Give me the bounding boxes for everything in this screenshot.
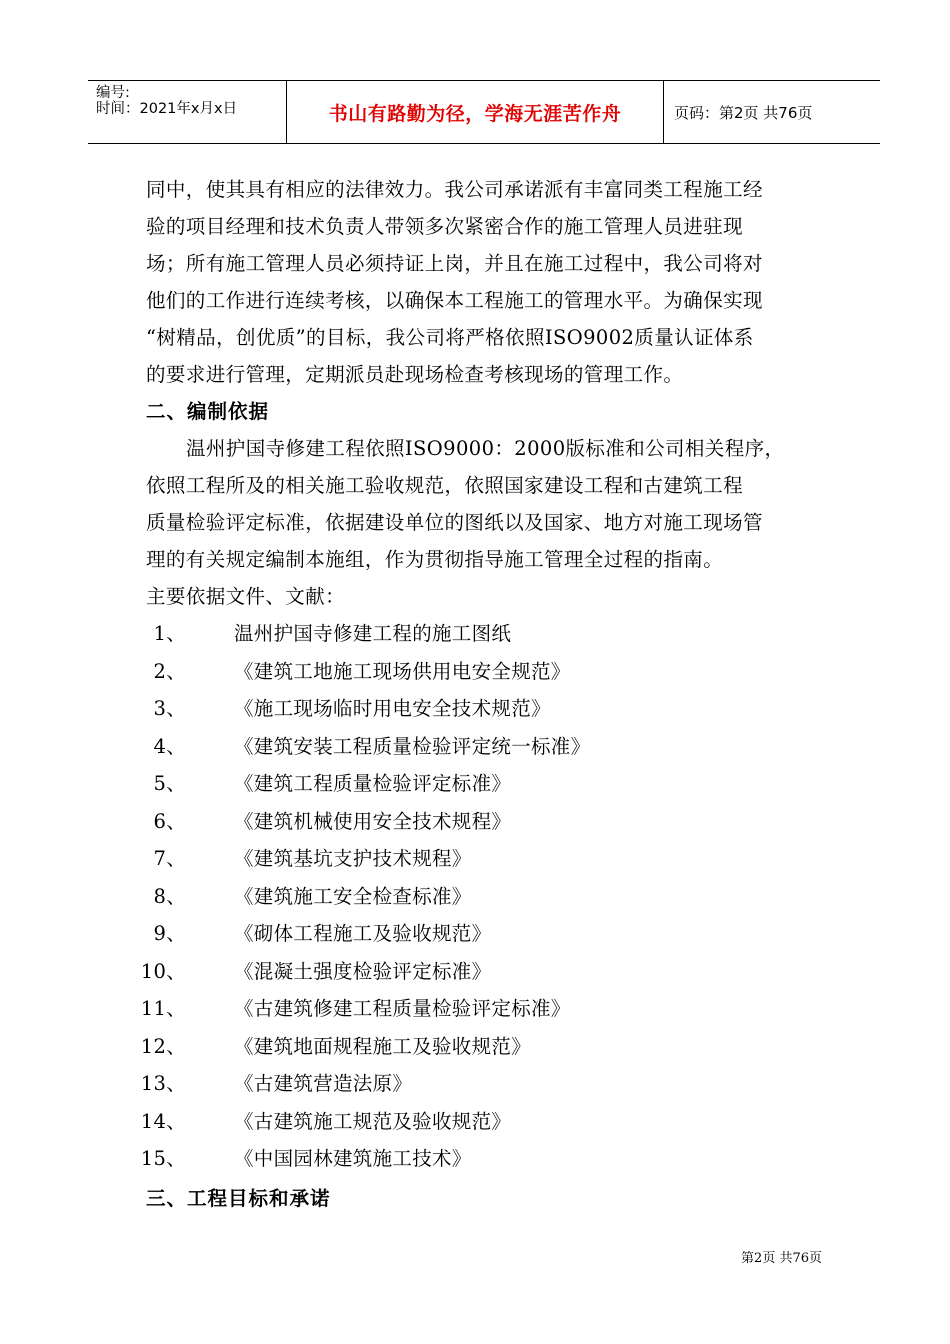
- reference-item: [140, 1028, 830, 1066]
- reference-item: [146, 615, 830, 653]
- reference-item: [146, 690, 830, 728]
- reference-number: 9、: [153, 922, 186, 945]
- paragraph-line: 质量检验评定标准，依据建设单位的图纸以及国家、地方对施工现场管: [146, 511, 763, 534]
- reference-title: 《中国园林建筑施工技术》: [234, 1147, 472, 1170]
- header-meta: [96, 81, 286, 143]
- reference-number: 2、: [153, 659, 186, 683]
- reference-number: 1、: [153, 622, 186, 645]
- reference-item: [140, 1103, 830, 1141]
- reference-number: 3、: [153, 697, 186, 720]
- reference-title: 《古建筑施工规范及验收规范》: [234, 1109, 512, 1133]
- reference-item: [146, 653, 830, 691]
- reference-item: [146, 765, 830, 803]
- section-heading: 三、工程目标和承诺: [146, 1186, 331, 1210]
- reference-item: [140, 1065, 830, 1103]
- reference-number: 12、: [140, 1034, 186, 1058]
- reference-number: 14、: [140, 1109, 186, 1133]
- doc-time-label: 时间：2021年x月x日: [96, 101, 238, 117]
- reference-title: 《建筑工地施工现场供用电安全规范》: [234, 659, 571, 683]
- reference-number: 8、: [153, 884, 186, 908]
- header-page-info: 页码：第2页 共76页: [674, 103, 813, 122]
- reference-title: 《建筑工程质量检验评定标准》: [234, 772, 512, 795]
- reference-number: 5、: [153, 772, 186, 795]
- paragraph-line: 场；所有施工管理人员必须持证上岗，并且在施工过程中，我公司将对: [146, 252, 763, 275]
- reference-number: 15、: [140, 1147, 186, 1170]
- paragraph-line: 理的有关规定编制本施组，作为贯彻指导施工管理全过程的指南。: [146, 548, 724, 571]
- section-heading: 二、编制依据: [146, 400, 270, 423]
- reference-item: [146, 878, 830, 916]
- reference-item: [140, 1140, 830, 1178]
- reference-item: [146, 728, 830, 766]
- reference-title: 《建筑地面规程施工及验收规范》: [234, 1034, 532, 1058]
- reference-title: 《建筑施工安全检查标准》: [234, 884, 472, 908]
- reference-title: 《施工现场临时用电安全技术规范》: [234, 697, 551, 720]
- doc-code-label: 编号:: [96, 85, 130, 101]
- header-divider: [663, 81, 664, 143]
- reference-title: 《砌体工程施工及验收规范》: [234, 922, 492, 945]
- reference-number: 10、: [140, 959, 186, 983]
- paragraph-line: 验的项目经理和技术负责人带领多次紧密合作的施工管理人员进驻现: [146, 215, 744, 238]
- document-body: [140, 171, 830, 1217]
- header-motto: 书山有路勤为径，学海无涯苦作舟: [328, 102, 622, 125]
- docs-intro: 主要依据文件、文献：: [146, 585, 346, 608]
- reference-number: 13、: [140, 1072, 186, 1095]
- page-header: [88, 80, 880, 144]
- reference-title: 《混凝土强度检验评定标准》: [234, 959, 492, 983]
- reference-item: [140, 953, 830, 991]
- paragraph-line: 的要求进行管理，定期派员赴现场检查考核现场的管理工作。: [146, 363, 684, 386]
- reference-title: 《古建筑修建工程质量检验评定标准》: [234, 997, 571, 1020]
- paragraph-line: 依照工程所及的相关施工验收规范，依照国家建设工程和古建筑工程: [146, 474, 744, 497]
- reference-title: 温州护国寺修建工程的施工图纸: [234, 622, 512, 645]
- reference-item: [146, 803, 830, 841]
- paragraph-line: 他们的工作进行连续考核，以确保本工程施工的管理水平。为确保实现: [146, 289, 763, 312]
- page-footer: 第2页 共76页: [741, 1251, 822, 1266]
- paragraph-line: 同中，使其具有相应的法律效力。我公司承诺派有丰富同类工程施工经: [146, 178, 763, 201]
- reference-item: [140, 990, 830, 1028]
- reference-number: 6、: [153, 809, 186, 833]
- paragraph-line: 温州护国寺修建工程依照ISO9000：2000版标准和公司相关程序，: [186, 437, 785, 460]
- reference-item: [146, 915, 830, 953]
- reference-title: 《古建筑营造法原》: [234, 1072, 413, 1095]
- reference-number: 4、: [153, 734, 186, 758]
- reference-item: [146, 840, 830, 878]
- paragraph-line: “树精品，创优质”的目标，我公司将严格依照ISO9002质量认证体系: [146, 326, 754, 349]
- reference-title: 《建筑基坑支护技术规程》: [234, 847, 472, 870]
- reference-title: 《建筑机械使用安全技术规程》: [234, 809, 512, 833]
- reference-title: 《建筑安装工程质量检验评定统一标准》: [234, 734, 591, 758]
- reference-number: 11、: [140, 997, 186, 1020]
- reference-number: 7、: [153, 847, 186, 870]
- reference-list: [140, 615, 830, 1178]
